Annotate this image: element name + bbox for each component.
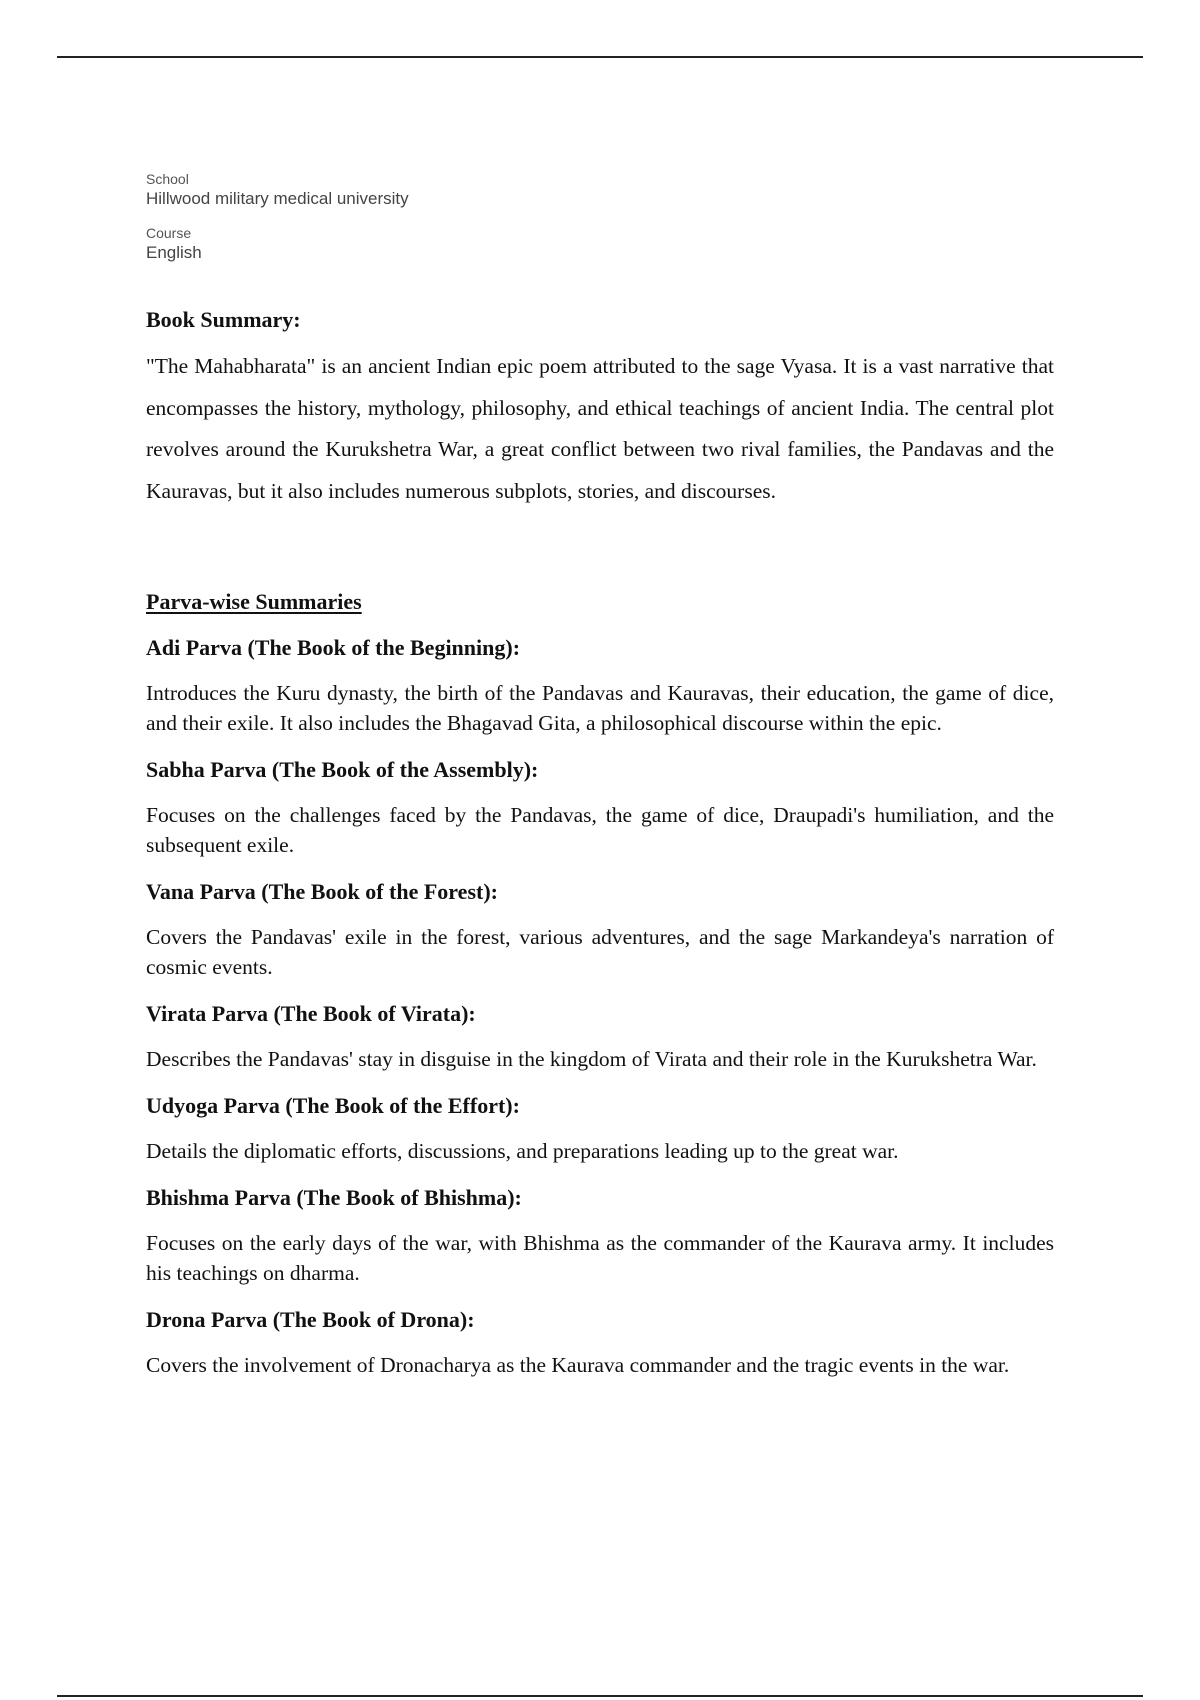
parva-item-title: Vana Parva (The Book of the Forest): bbox=[146, 879, 498, 904]
parva-item-title: Udyoga Parva (The Book of the Effort): bbox=[146, 1093, 520, 1118]
parva-item-drona bbox=[146, 1306, 1054, 1380]
page-top-rule bbox=[57, 56, 1143, 58]
parva-item-title: Adi Parva (The Book of the Beginning): bbox=[146, 635, 521, 660]
parva-item-udyoga bbox=[146, 1092, 1054, 1166]
parva-item-title: Drona Parva (The Book of Drona): bbox=[146, 1307, 475, 1332]
book-summary-heading: Book Summary: bbox=[146, 307, 301, 332]
course-label: Course bbox=[146, 225, 192, 241]
parva-item-text: Covers the involvement of Dronacharya as the Kaurava commander and the tragic events in the war. bbox=[146, 1353, 1010, 1377]
parva-item-virata bbox=[146, 1000, 1054, 1074]
page-bottom-rule bbox=[57, 1695, 1143, 1697]
parva-item-bhishma bbox=[146, 1184, 1054, 1288]
parva-item-text: Focuses on the early days of the war, with Bhishma as the commander of the Kaurava army. It includes his teachings on dharma. bbox=[146, 1231, 1054, 1285]
parva-item-text: Introduces the Kuru dynasty, the birth of the Pandavas and Kauravas, their education, the game of dice, and their exile. It also includes the Bhagavad Gita, a philosophical discourse within the epic. bbox=[146, 681, 1054, 735]
parva-item-title: Bhishma Parva (The Book of Bhishma): bbox=[146, 1185, 522, 1210]
meta-school bbox=[146, 170, 1054, 210]
document-content bbox=[146, 170, 1054, 1380]
parva-item-title: Sabha Parva (The Book of the Assembly): bbox=[146, 757, 539, 782]
parva-list bbox=[146, 634, 1054, 1380]
meta-course bbox=[146, 224, 1054, 264]
parva-item-text: Covers the Pandavas' exile in the forest, various adventures, and the sage Markandeya's narration of cosmic events. bbox=[146, 925, 1054, 979]
parva-item-text: Details the diplomatic efforts, discussions, and preparations leading up to the great war. bbox=[146, 1139, 899, 1163]
course-value: English bbox=[146, 243, 202, 262]
parva-item-adi bbox=[146, 634, 1054, 738]
parva-item-vana bbox=[146, 878, 1054, 982]
book-summary-text: "The Mahabharata" is an ancient Indian epic poem attributed to the sage Vyasa. It is a vast narrative that encompasses the history, mythology, philosophy, and ethical teachings of ancient India. The central plot revolves around the Kurukshetra War, a great conflict between two rival families, the Pandavas and the Kauravas, but it also includes numerous subplots, stories, and discourses. bbox=[146, 354, 1054, 503]
parva-item-text: Focuses on the challenges faced by the Pandavas, the game of dice, Draupadi's humiliation, and the subsequent exile. bbox=[146, 803, 1054, 857]
school-label: School bbox=[146, 171, 189, 187]
parva-item-title: Virata Parva (The Book of Virata): bbox=[146, 1001, 476, 1026]
school-value: Hillwood military medical university bbox=[146, 189, 409, 208]
parva-item-sabha bbox=[146, 756, 1054, 860]
parva-item-text: Describes the Pandavas' stay in disguise in the kingdom of Virata and their role in the Kurukshetra War. bbox=[146, 1047, 1037, 1071]
parva-summaries-heading: Parva-wise Summaries bbox=[146, 589, 362, 614]
